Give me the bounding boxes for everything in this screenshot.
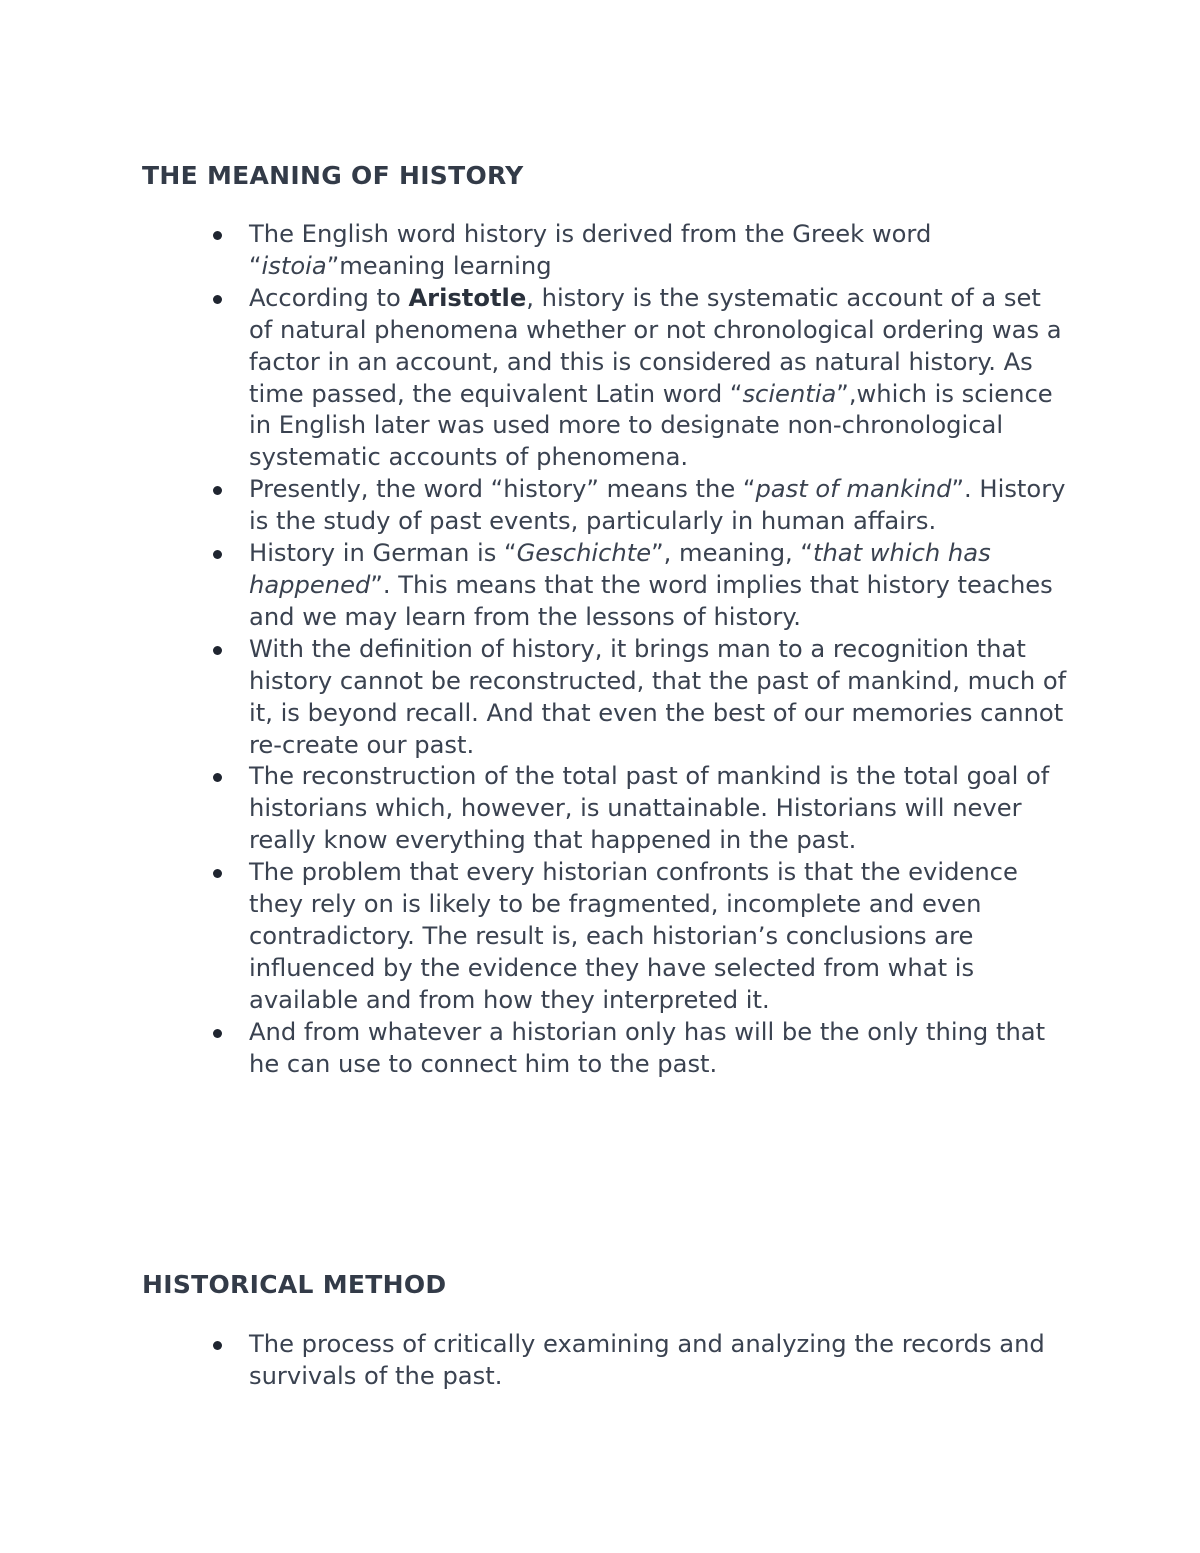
- bullet-icon: [213, 486, 222, 495]
- list-item: The reconstruction of the total past of mankind is the total goal of historians which, however, is unattainable. Historians will never really know everything that happened in the past.: [249, 761, 1069, 857]
- list-item: According to Aristotle, history is the systematic account of a set of natural phenomena whether or not chronological ordering was a factor in an account, and this is considered as natural history. As time passed, the equivalent Latin word “scientia”,which is science in English later was used more to designate non-chronological systematic accounts of phenomena.: [249, 283, 1069, 474]
- bullet-icon: [213, 1029, 222, 1038]
- bullet-icon: [213, 646, 222, 655]
- meaning-of-history-list: [249, 219, 1069, 1080]
- list-item: With the definition of history, it brings man to a recognition that history cannot be reconstructed, that the past of mankind, much of it, is beyond recall. And that even the best of our memories cannot re-create our past.: [249, 634, 1069, 762]
- bullet-icon: [213, 773, 222, 782]
- section-heading-historical-method: HISTORICAL METHOD: [142, 1270, 447, 1299]
- bullet-icon: [213, 295, 222, 304]
- bullet-icon: [213, 1341, 222, 1350]
- historical-method-list: [249, 1329, 1069, 1393]
- list-item: The English word history is derived from the Greek word “istoia”meaning learning: [249, 219, 1069, 283]
- bullet-icon: [213, 231, 222, 240]
- bullet-icon: [213, 550, 222, 559]
- list-item: Presently, the word “history” means the “past of mankind”. History is the study of past events, particularly in human affairs.: [249, 474, 1069, 538]
- section-heading-meaning-of-history: THE MEANING OF HISTORY: [142, 161, 524, 190]
- list-item: The process of critically examining and analyzing the records and survivals of the past.: [249, 1329, 1069, 1393]
- list-item: History in German is “Geschichte”, meaning, “that which has happened”. This means that the word implies that history teaches and we may learn from the lessons of history.: [249, 538, 1069, 634]
- bullet-icon: [213, 869, 222, 878]
- list-item: And from whatever a historian only has will be the only thing that he can use to connect him to the past.: [249, 1017, 1069, 1081]
- list-item: The problem that every historian confronts is that the evidence they rely on is likely to be fragmented, incomplete and even contradictory. The result is, each historian’s conclusions are influenced by the evidence they have selected from what is available and from how they interpreted it.: [249, 857, 1069, 1017]
